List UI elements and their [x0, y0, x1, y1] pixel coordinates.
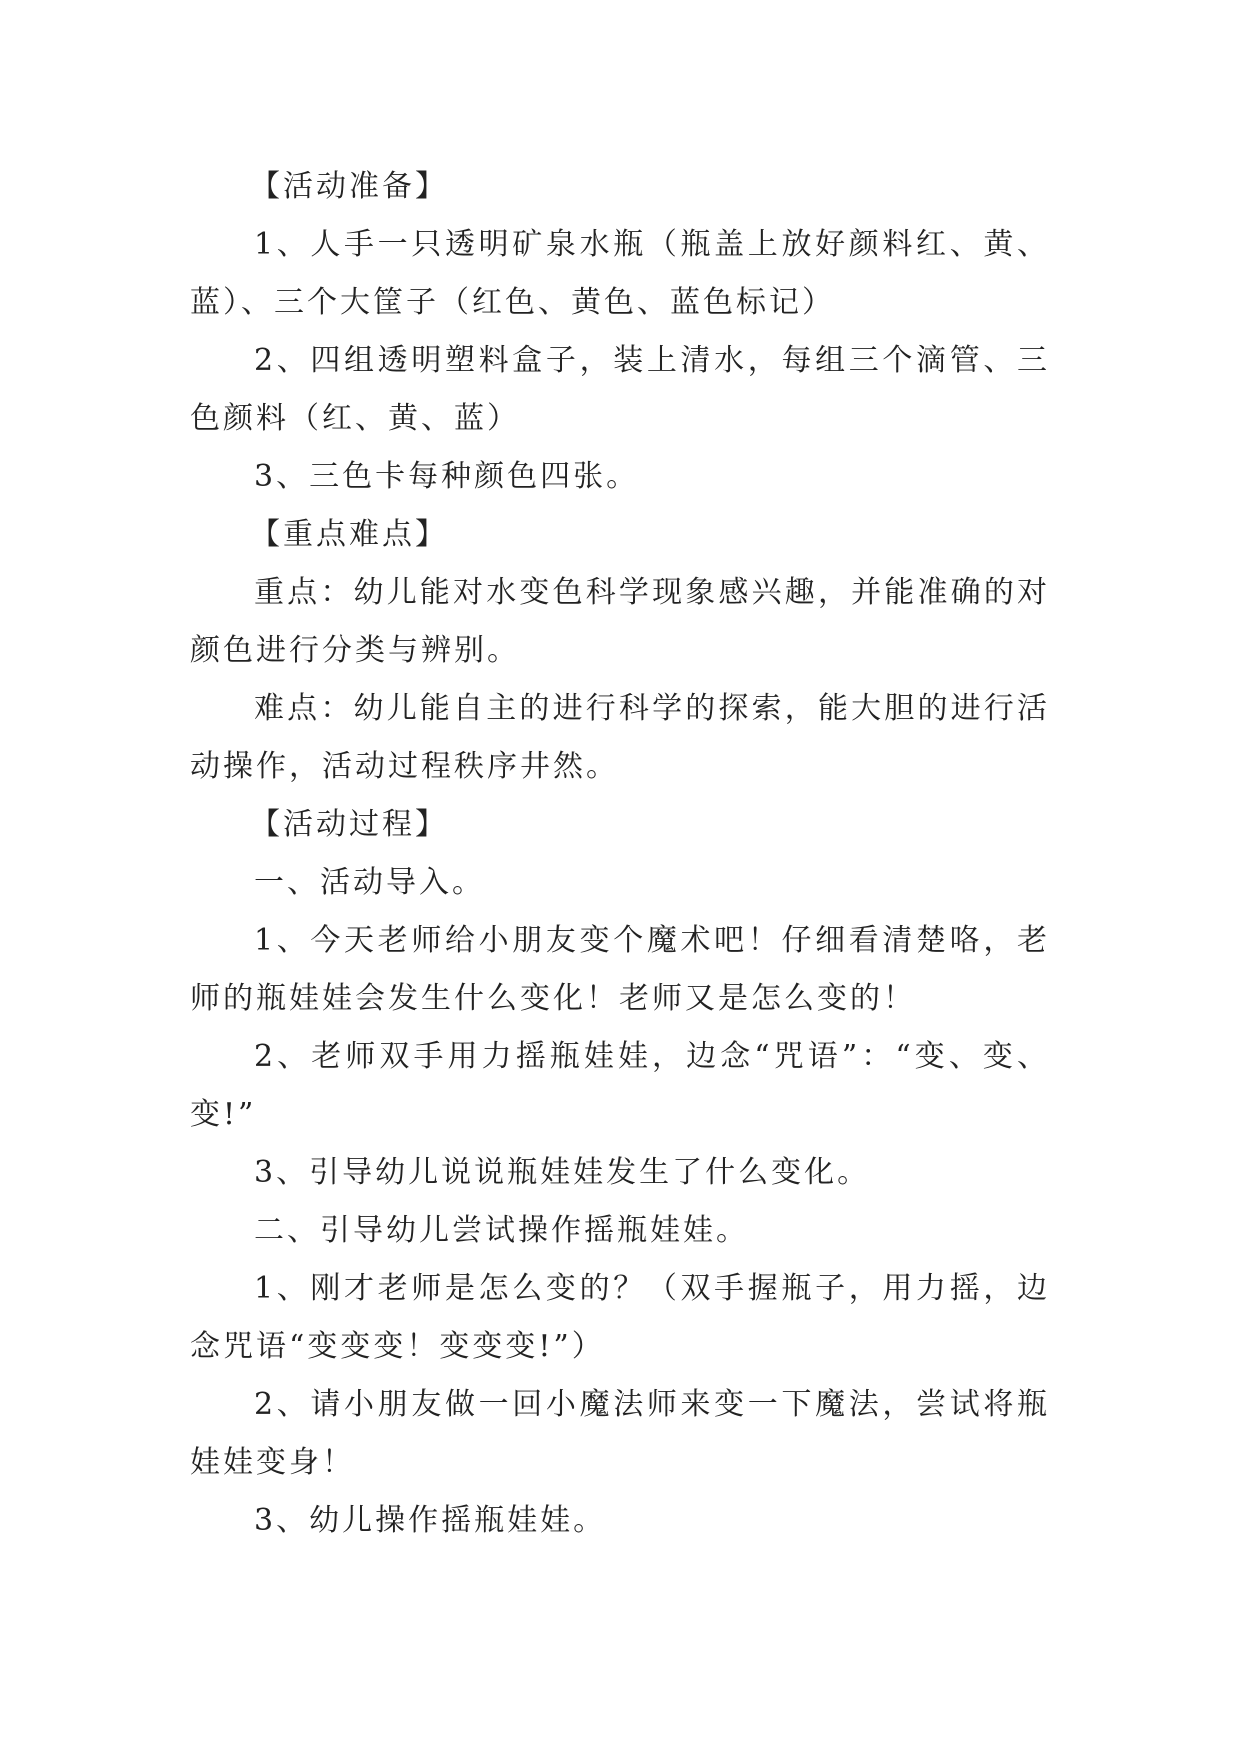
paragraph: 3、三色卡每种颜色四张。 — [254, 459, 640, 494]
paragraph: 1、今天老师给小朋友变个魔术吧！仔细看清楚咯，老师的瓶娃娃会发生什么变化！老师又是怎么变的！ — [190, 923, 1050, 1016]
paragraph: 3、引导幼儿说说瓶娃娃发生了什么变化。 — [254, 1155, 871, 1190]
section-heading-process: 【活动过程】 — [250, 807, 448, 842]
document-body — [190, 158, 1050, 1550]
paragraph: 3、幼儿操作摇瓶娃娃。 — [254, 1503, 607, 1538]
paragraph: 1、刚才老师是怎么变的？（双手握瓶子，用力摇，边念咒语“变变变！变变变!”） — [190, 1271, 1050, 1364]
paragraph: 2、老师双手用力摇瓶娃娃，边念“咒语”：“变、变、变!” — [190, 1039, 1050, 1132]
paragraph: 一、活动导入。 — [254, 865, 485, 900]
paragraph: 2、四组透明塑料盒子，装上清水，每组三个滴管、三色颜料（红、黄、蓝） — [190, 343, 1050, 436]
paragraph: 1、人手一只透明矿泉水瓶（瓶盖上放好颜料红、黄、蓝）、三个大筐子（红色、黄色、蓝色标记） — [190, 227, 1050, 320]
paragraph: 难点：幼儿能自主的进行科学的探索，能大胆的进行活动操作，活动过程秩序井然。 — [190, 691, 1050, 784]
paragraph: 2、请小朋友做一回小魔法师来变一下魔法，尝试将瓶娃娃变身！ — [190, 1387, 1050, 1480]
section-heading-key-points: 【重点难点】 — [250, 517, 448, 552]
section-heading-preparation: 【活动准备】 — [250, 169, 448, 204]
paragraph: 二、引导幼儿尝试操作摇瓶娃娃。 — [254, 1213, 749, 1248]
paragraph: 重点：幼儿能对水变色科学现象感兴趣，并能准确的对颜色进行分类与辨别。 — [190, 575, 1050, 668]
